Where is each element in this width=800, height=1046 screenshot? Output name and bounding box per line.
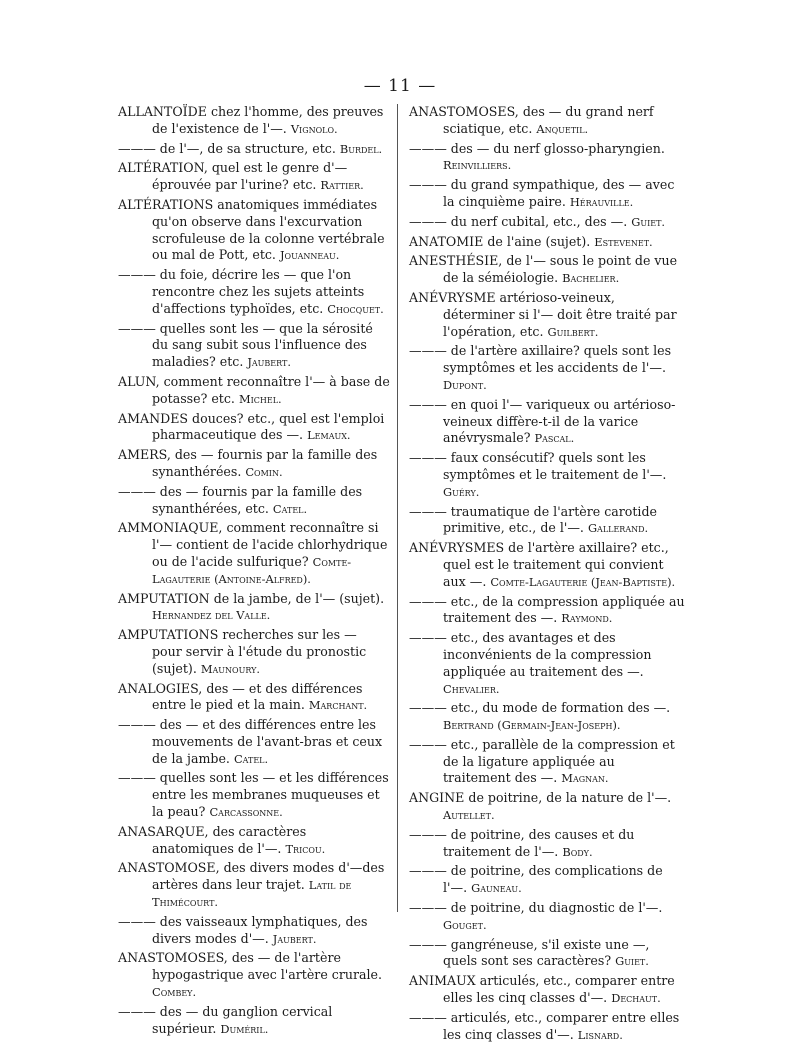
entry-author: Gauneau. <box>471 881 522 896</box>
index-entry <box>409 253 685 287</box>
entry-text: etc., du mode de formation des —. <box>450 700 671 716</box>
index-entry <box>118 104 390 138</box>
entry-author: Burdel. <box>339 141 383 156</box>
index-entry <box>409 177 685 211</box>
entry-headword: AMANDES <box>118 410 189 426</box>
entry-text: articulés, etc., comparer entre elles les cinq classes d'—. <box>443 973 675 1006</box>
entry-headword: ALTÉRATION, <box>118 160 208 176</box>
entry-text: de poitrine, de la nature de l'—. <box>468 790 672 806</box>
index-entry <box>118 321 390 371</box>
entry-headword: ——— <box>409 396 447 412</box>
entry-text: du nerf cubital, etc., des —. <box>450 213 628 229</box>
index-entry <box>409 700 685 734</box>
entry-author: Body. <box>562 844 593 859</box>
entry-headword: ——— <box>409 863 447 879</box>
entry-text: des — du grand nerf sciatique, etc. <box>443 104 654 136</box>
entry-headword: ——— <box>409 936 447 952</box>
entry-author: Bachelier. <box>562 271 620 286</box>
entry-text: de l'artère axillaire? etc., quel est le traitement qui convient aux —. <box>443 540 669 589</box>
index-entry <box>409 141 685 175</box>
index-entry <box>118 717 390 767</box>
entry-headword: ALUN, <box>118 373 160 389</box>
entry-text: de la jambe, de l'— (sujet). <box>213 590 385 606</box>
index-entry <box>118 860 390 910</box>
index-entry <box>409 450 685 500</box>
index-entry <box>118 484 390 518</box>
entry-author: Jaubert. <box>272 931 317 946</box>
entry-text: de poitrine, du diagnostic de l'—. <box>450 900 663 916</box>
index-entry <box>118 770 390 820</box>
index-entry <box>409 937 685 971</box>
entry-author: Guéry. <box>443 484 480 499</box>
entry-author: Combey. <box>152 985 197 1000</box>
entry-headword: ——— <box>118 717 156 733</box>
entry-headword: ANASTOMOSES, <box>118 950 228 966</box>
entry-headword: AMPUTATION <box>118 590 210 606</box>
entry-author: Catel. <box>233 751 269 766</box>
entry-text: des — et des différences entre les mouvements de l'avant-bras et ceux de la jambe. <box>152 717 383 766</box>
entry-author: Vignolo. <box>290 121 338 136</box>
entry-headword: AMERS, <box>118 447 171 463</box>
entry-text: des vaisseaux lymphatiques, des divers modes d'—. <box>152 913 368 946</box>
entry-headword: ——— <box>118 140 156 156</box>
entry-text: en quoi l'— variqueux ou artérioso-veineux diffère-t-il de la varice anévrysmale? <box>443 396 676 446</box>
entry-text: de l'—, de sa structure, etc. <box>159 140 336 156</box>
index-entry <box>118 374 390 408</box>
entry-headword: ——— <box>118 913 156 929</box>
entry-author: Reinvilliers. <box>443 158 512 173</box>
entry-author: Catel. <box>272 501 308 516</box>
entry-text: des — du ganglion cervical supérieur. <box>152 1003 333 1036</box>
entry-author: Guiet. <box>631 214 666 229</box>
entry-author: Rattier. <box>320 178 364 193</box>
entry-headword: ——— <box>409 736 447 752</box>
entry-author: Maunoury. <box>200 661 261 676</box>
entry-headword: ——— <box>409 213 447 229</box>
entry-headword: ——— <box>409 700 447 716</box>
entry-text: douces? etc., quel est l'emploi pharmaceutique des —. <box>152 410 385 443</box>
index-entry <box>118 267 390 317</box>
entry-author: Tricou. <box>285 841 326 856</box>
entry-text: etc., des avantages et des inconvénients de la compression appliquée au traitement des —. <box>443 630 652 679</box>
entry-headword: ANÉVRYSMES <box>409 540 505 556</box>
entry-author: Bertrand (Germain-Jean-Joseph). <box>443 718 621 733</box>
entry-headword: ——— <box>118 1003 156 1019</box>
entry-text: recherches sur les — pour servir à l'étude du pronostic (sujet). <box>152 627 367 676</box>
column-divider <box>397 104 398 912</box>
entry-author: Raymond. <box>561 611 613 626</box>
entry-author: Marchant. <box>308 698 368 713</box>
entry-author: Hérauville. <box>569 194 634 209</box>
index-entry <box>409 737 685 787</box>
entry-author: Magnan. <box>561 771 609 786</box>
entry-text: de l'artère axillaire? quels sont les symptômes et les accidents de l'—. <box>443 343 672 376</box>
entry-text: des — de l'artère hypogastrique avec l'artère crurale. <box>152 950 382 983</box>
entry-headword: ——— <box>409 593 447 609</box>
entry-text: etc., de la compression appliquée au traitement des —. <box>443 593 685 626</box>
entry-headword: ANATOMIE <box>409 233 484 249</box>
entry-text: etc., parallèle de la compression et de la ligature appliquée au traitement des —. <box>443 736 675 786</box>
index-entry <box>118 681 390 715</box>
index-entry <box>118 411 390 445</box>
entry-text: des divers modes d'—des artères dans leur trajet. <box>152 860 385 893</box>
entry-headword: ALTÉRATIONS <box>118 196 214 212</box>
index-entry <box>118 520 390 587</box>
index-entry <box>409 540 685 590</box>
entry-headword: ——— <box>118 770 156 786</box>
entry-author: Carcassonne. <box>209 805 283 820</box>
index-entry <box>118 197 390 264</box>
entry-text: chez l'homme, des preuves de l'existence de l'—. <box>152 104 384 136</box>
entry-text: des — du nerf glosso-pharyngien. <box>450 140 665 156</box>
entry-author: Jaubert. <box>247 355 291 370</box>
entry-text: du grand sympathique, des — avec la cinquième paire. <box>443 177 675 209</box>
entry-author: Pascal. <box>534 431 575 446</box>
entry-text: quelles sont les — que la sérosité du sang subit sous l'influence des maladies? etc. <box>152 320 373 370</box>
index-entry <box>409 234 685 251</box>
entry-text: de poitrine, des causes et du traitement de l'—. <box>443 826 635 859</box>
entry-headword: ——— <box>409 1009 447 1025</box>
entry-text: artérioso-veineux, déterminer si l'— doit être traité par l'opération, etc. <box>443 289 677 339</box>
entry-author: Hernandez del Valle. <box>152 608 271 623</box>
index-entry <box>118 447 390 481</box>
entry-author: Gouget. <box>443 917 487 932</box>
entry-text: des — fournis par la famille des synanthérées. <box>152 447 378 479</box>
index-entry <box>118 591 390 625</box>
entry-text: articulés, etc., comparer entre elles les cinq classes d'—. <box>443 1009 680 1042</box>
index-entry <box>409 214 685 231</box>
right-column <box>409 104 685 1046</box>
index-entry <box>118 950 390 1000</box>
index-entry <box>409 973 685 1007</box>
entry-author: Guiet. <box>615 954 649 969</box>
entry-author: Chocquet. <box>327 301 384 316</box>
entry-author: Comte-Lagauterie (Jean-Baptiste). <box>490 574 676 589</box>
entry-headword: ——— <box>118 267 156 283</box>
index-entry <box>118 627 390 677</box>
entry-author: Jouanneau. <box>279 248 340 263</box>
entry-author: Chevalier. <box>443 681 500 696</box>
page-number: — 11 — <box>363 76 437 96</box>
entry-author: Latil de Thimécourt. <box>152 878 352 910</box>
entry-headword: ANIMAUX <box>409 973 476 989</box>
entry-headword: ANÉVRYSME <box>409 289 496 305</box>
index-entry <box>409 290 685 340</box>
entry-headword: ALLANTOÏDE <box>118 104 207 119</box>
entry-headword: ——— <box>409 826 447 842</box>
entry-headword: ——— <box>409 343 447 359</box>
entry-text: comment reconnaître si l'— contient de l'acide chlorhydrique ou de l'acide sulfurique? <box>152 520 388 569</box>
entry-headword: ——— <box>409 503 447 519</box>
entry-headword: ——— <box>409 177 447 193</box>
entry-author: Lemaux. <box>307 428 351 443</box>
index-entry <box>409 827 685 861</box>
entry-headword: ANESTHÉSIE, <box>409 253 503 269</box>
entry-headword: ——— <box>409 630 447 646</box>
index-entry <box>118 824 390 858</box>
entry-author: Duméril. <box>220 1021 269 1036</box>
entry-author: Dechaut. <box>611 991 661 1006</box>
entry-headword: AMMONIAQUE, <box>118 520 223 536</box>
index-entry <box>118 141 390 158</box>
entry-headword: ——— <box>409 450 447 466</box>
entry-text: faux consécutif? quels sont les symptômes et le traitement de l'—. <box>443 450 667 482</box>
entry-text: gangréneuse, s'il existe une —, quels sont ses caractères? <box>443 936 650 969</box>
entry-author: Estevenet. <box>594 234 653 249</box>
entry-headword: ——— <box>118 320 156 336</box>
entry-text: quelles sont les — et les différences entre les membranes muqueuses et la peau? <box>152 770 389 820</box>
index-entry <box>409 790 685 824</box>
index-entry <box>118 1004 390 1038</box>
entry-author: Lisnard. <box>577 1027 623 1042</box>
index-entry <box>409 863 685 897</box>
entry-text: quel est le genre d'— éprouvée par l'urine? etc. <box>152 160 348 193</box>
index-entry <box>118 914 390 948</box>
index-entry <box>409 1010 685 1044</box>
index-entry <box>409 397 685 447</box>
entry-headword: ——— <box>118 483 156 499</box>
entry-text: des — et des différences entre le pied et la main. <box>152 680 363 713</box>
index-entry <box>409 630 685 697</box>
entry-author: Gallerand. <box>587 521 649 536</box>
index-entry <box>409 594 685 628</box>
entry-headword: ——— <box>409 900 447 916</box>
entry-text: des — fournis par la famille des synanthérées, etc. <box>152 483 363 516</box>
entry-author: Dupont. <box>443 377 487 392</box>
index-entry <box>118 160 390 194</box>
entry-author: Guilbert. <box>547 324 599 339</box>
index-entry <box>409 504 685 538</box>
left-column <box>118 104 390 1040</box>
entry-text: anatomiques immédiates qu'on observe dans l'excurvation scrofuleuse de la colonne vertébrale ou mal de Pott, etc. <box>152 196 385 263</box>
entry-text: des caractères anatomiques de l'—. <box>152 823 307 856</box>
entry-headword: ANASARQUE, <box>118 823 209 839</box>
index-entry <box>409 900 685 934</box>
entry-headword: ANALOGIES, <box>118 680 203 696</box>
entry-author: Comin. <box>245 464 283 479</box>
entry-author: Michel. <box>238 391 282 406</box>
entry-headword: ANASTOMOSES, <box>409 104 519 119</box>
entry-headword: ANASTOMOSE, <box>118 860 220 876</box>
entry-text: traumatique de l'artère carotide primitive, etc., de l'—. <box>443 503 657 536</box>
entry-text: de l'— sous le point de vue de la séméiologie. <box>443 253 678 286</box>
entry-headword: ANGINE <box>409 790 465 806</box>
entry-text: du foie, décrire les — que l'on rencontre chez les sujets atteints d'affections typhoïdes, etc. <box>152 267 365 316</box>
entry-author: Anquetil. <box>536 121 589 136</box>
entry-headword: AMPUTATIONS <box>118 627 219 643</box>
index-entry <box>409 104 685 138</box>
entry-text: de l'aine (sujet). <box>487 233 591 249</box>
entry-author: Comte-Lagauterie (Antoine-Alfred). <box>152 554 352 586</box>
entry-headword: ——— <box>409 140 447 156</box>
index-entry <box>409 343 685 393</box>
entry-text: de poitrine, des complications de l'—. <box>443 863 663 896</box>
entry-author: Autellet. <box>443 808 495 823</box>
entry-text: comment reconnaître l'— à base de potasse? etc. <box>152 373 390 406</box>
